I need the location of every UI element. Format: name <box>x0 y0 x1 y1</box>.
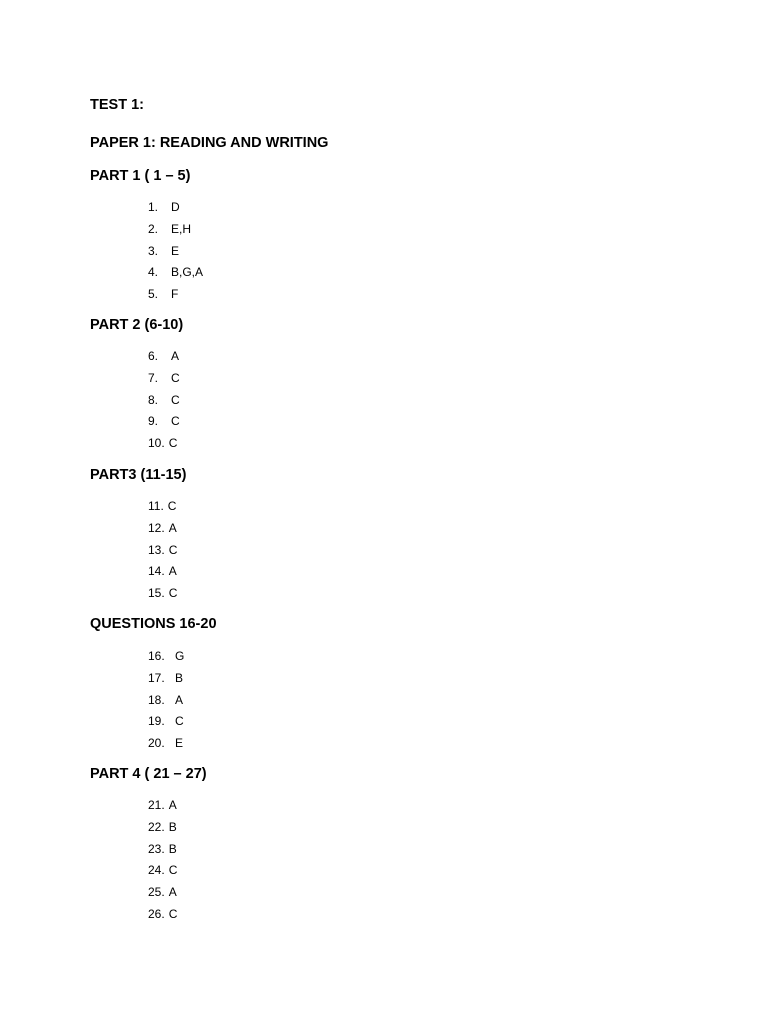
question-number: 4. <box>148 265 159 280</box>
list-item <box>148 390 180 412</box>
question-number: 13. <box>148 542 165 557</box>
question-number: 21. <box>148 798 165 812</box>
section-heading-questions-16-20: QUESTIONS 16-20 <box>90 616 217 632</box>
question-number: 8. <box>148 392 159 407</box>
answer-value: C <box>168 542 178 557</box>
list-item <box>148 583 177 605</box>
answer-value: C <box>171 414 180 429</box>
answer-value: B,G,A <box>171 265 204 280</box>
answer-value: C <box>168 906 178 921</box>
question-number: 11. <box>148 499 164 513</box>
question-number: 17. <box>148 670 165 685</box>
answer-value: C <box>171 370 180 385</box>
answer-value: E <box>175 736 184 751</box>
answer-value: B <box>168 819 177 834</box>
list-item <box>148 518 177 540</box>
list-item <box>148 690 184 712</box>
answer-value: C <box>168 863 178 878</box>
question-number: 16. <box>148 649 165 663</box>
answer-value: E <box>171 243 180 258</box>
section-heading-part-2: PART 2 (6-10) <box>90 317 184 333</box>
list-item <box>148 904 177 926</box>
answer-list-questions-16-20 <box>148 646 184 755</box>
answer-value: F <box>171 287 179 302</box>
answer-list-part-4 <box>148 795 177 926</box>
list-item <box>148 284 203 306</box>
paper-title: PAPER 1: READING AND WRITING <box>90 135 329 151</box>
question-number: 12. <box>148 520 165 535</box>
question-number: 9. <box>148 414 159 429</box>
answer-value: D <box>171 200 180 214</box>
section-heading-part-4: PART 4 ( 21 – 27) <box>90 766 207 782</box>
list-item <box>148 496 177 518</box>
answer-value: A <box>175 692 184 707</box>
list-item <box>148 219 203 241</box>
answer-value: C <box>168 436 178 451</box>
list-item <box>148 433 180 455</box>
answer-value: C <box>171 392 180 407</box>
question-number: 25. <box>148 885 165 900</box>
question-number: 18. <box>148 692 165 707</box>
question-number: 3. <box>148 243 159 258</box>
answer-value: A <box>168 885 177 900</box>
list-item <box>148 540 177 562</box>
question-number: 10. <box>148 436 165 451</box>
section-heading-part-3: PART3 (11-15) <box>90 467 187 483</box>
answer-value: G <box>175 649 185 663</box>
answer-value: E,H <box>171 221 192 236</box>
list-item <box>148 346 180 368</box>
question-number: 2. <box>148 221 159 236</box>
question-number: 20. <box>148 736 165 751</box>
list-item <box>148 733 184 755</box>
answer-value: C <box>175 714 184 729</box>
question-number: 23. <box>148 841 165 856</box>
question-number: 7. <box>148 370 159 385</box>
list-item <box>148 668 184 690</box>
list-item <box>148 197 203 219</box>
test-title: TEST 1: <box>90 97 144 113</box>
list-item <box>148 795 177 817</box>
list-item <box>148 646 184 668</box>
question-number: 19. <box>148 714 165 729</box>
answer-value: A <box>168 520 177 535</box>
list-item <box>148 241 203 263</box>
list-item <box>148 262 203 284</box>
question-number: 1. <box>148 200 159 214</box>
question-number: 22. <box>148 819 165 834</box>
answer-list-part-2 <box>148 346 180 455</box>
list-item <box>148 561 177 583</box>
question-number: 26. <box>148 906 165 921</box>
question-number: 5. <box>148 287 159 302</box>
list-item <box>148 411 180 433</box>
list-item <box>148 882 177 904</box>
question-number: 6. <box>148 349 159 363</box>
question-number: 14. <box>148 564 165 579</box>
question-number: 15. <box>148 586 165 601</box>
answer-value: A <box>168 564 177 579</box>
section-heading-part-1: PART 1 ( 1 – 5) <box>90 168 191 184</box>
list-item <box>148 817 177 839</box>
answer-value: A <box>168 798 177 812</box>
answer-list-part-3 <box>148 496 177 605</box>
answer-list-part-1 <box>148 197 203 306</box>
answer-value: A <box>171 349 180 363</box>
answer-value: B <box>168 841 177 856</box>
list-item <box>148 860 177 882</box>
list-item <box>148 711 184 733</box>
answer-value: C <box>168 586 178 601</box>
list-item <box>148 368 180 390</box>
answer-value: B <box>175 670 184 685</box>
answer-value: C <box>167 499 177 513</box>
question-number: 24. <box>148 863 165 878</box>
list-item <box>148 839 177 861</box>
